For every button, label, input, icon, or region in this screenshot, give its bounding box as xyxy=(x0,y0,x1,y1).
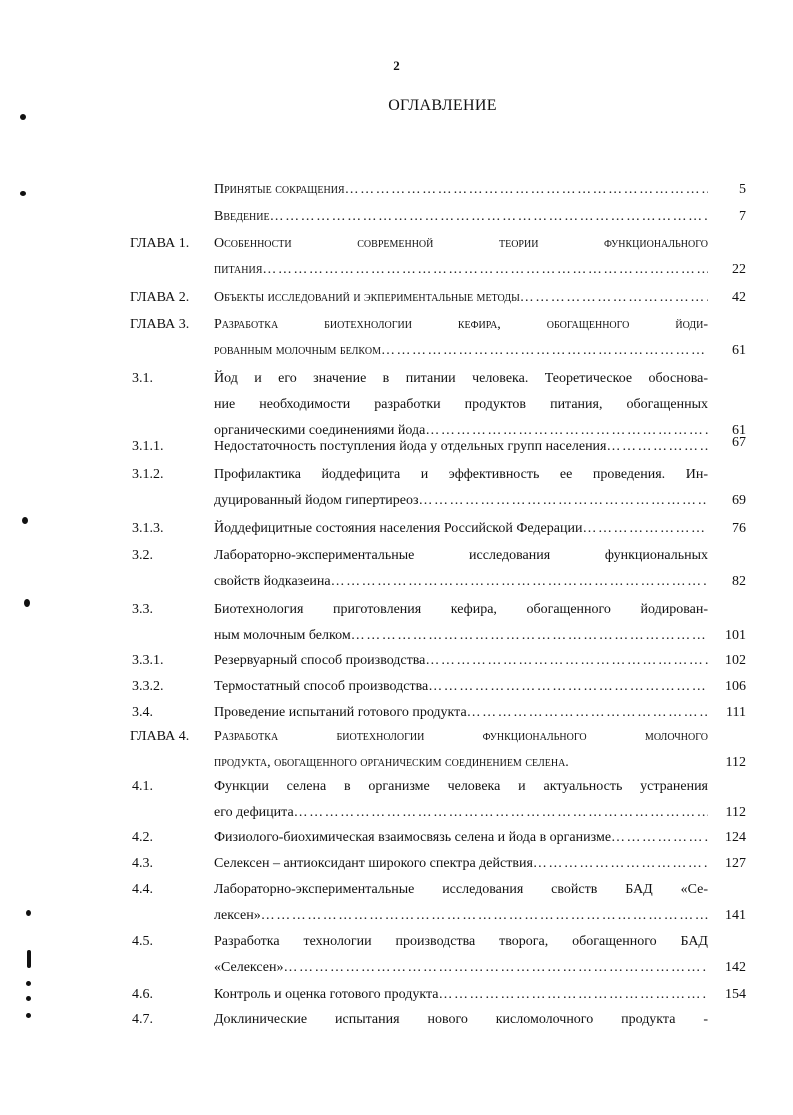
toc-entry-line: Физиолого-биохимическая взаимосвязь селена и йода в организме xyxy=(214,830,612,845)
toc-entry-page: 61 xyxy=(732,343,746,358)
dot-leader xyxy=(294,800,708,826)
dot-leader xyxy=(283,955,708,981)
dot-leader xyxy=(270,204,708,230)
dot-leader xyxy=(262,257,708,283)
dot-leader xyxy=(261,903,708,929)
toc-entry-line: Объекты исследований и экпериментальные методы xyxy=(214,290,520,305)
toc-entry-title xyxy=(214,516,708,542)
toc-entry-title xyxy=(214,204,708,230)
toc-entry-line: Термостатный способ производства xyxy=(214,679,429,694)
toc-entry-title xyxy=(214,877,708,929)
toc-entry-title xyxy=(214,597,708,649)
margin-dot xyxy=(26,1013,31,1018)
toc-entry-line: его дефицита xyxy=(214,805,294,820)
toc-entry-page: 22 xyxy=(732,262,746,277)
dot-leader xyxy=(582,516,708,542)
toc-entry-line: продукта, обогащенного органическим соединением селена. xyxy=(214,755,569,770)
toc-entry-page: 127 xyxy=(725,856,746,871)
toc-entry-number: 3.1. xyxy=(132,371,153,386)
toc-entry-number: 3.4. xyxy=(132,705,153,720)
toc-entry-page: 124 xyxy=(725,830,746,845)
toc-entry-line: Биотехнология приготовления кефира, обогащенного йодирован- xyxy=(214,602,708,617)
toc-entry-line: ным молочным белком xyxy=(214,628,351,643)
toc-entry-line: ние необходимости разработки продуктов питания, обогащенных xyxy=(214,397,708,412)
toc-entry-line: Лабораторно-экспериментальные исследования функциональных xyxy=(214,548,708,563)
toc-entry-title xyxy=(214,177,708,203)
toc-entry-title xyxy=(214,825,708,851)
toc-entry-number: 4.5. xyxy=(132,934,153,949)
toc-entry-line: органическими соединениями йода xyxy=(214,423,426,438)
dot-leader xyxy=(520,285,708,311)
toc-entry-title xyxy=(214,434,708,460)
toc-entry-page: 142 xyxy=(725,960,746,975)
margin-dot xyxy=(20,191,26,196)
toc-entry-page: 67 xyxy=(732,435,746,450)
toc-entry-title xyxy=(214,366,708,444)
toc-entry-number: 4.2. xyxy=(132,830,153,845)
toc-entry-line: дуцированный йодом гипертиреоз xyxy=(214,493,419,508)
toc-entry-page: 82 xyxy=(732,574,746,589)
margin-dot xyxy=(22,517,28,524)
toc-entry-number: ГЛАВА 1. xyxy=(130,236,190,251)
toc-entry-title xyxy=(214,774,708,826)
toc-entry-page: 111 xyxy=(726,705,746,720)
dot-leader xyxy=(419,488,708,514)
toc-entry-line: Введение xyxy=(214,209,270,224)
toc-entry-line: лексен» xyxy=(214,908,261,923)
toc-entry-number: 4.4. xyxy=(132,882,153,897)
dot-leader xyxy=(533,851,708,877)
toc-entry-title xyxy=(214,700,708,726)
toc-entry-page: 112 xyxy=(725,755,746,770)
toc-entry-number: ГЛАВА 4. xyxy=(130,729,190,744)
toc-entry-number: ГЛАВА 3. xyxy=(130,317,190,332)
toc-entry-number: 4.6. xyxy=(132,987,153,1002)
toc-entry-title xyxy=(214,674,708,700)
toc-entry-page: 7 xyxy=(739,209,746,224)
toc-entry-line: свойств йодказеина xyxy=(214,574,331,589)
toc-entry-number: 3.1.2. xyxy=(132,467,164,482)
margin-dot xyxy=(26,910,31,916)
toc-entry-page: 154 xyxy=(725,987,746,1002)
dot-leader xyxy=(607,434,709,460)
toc-entry-page: 69 xyxy=(732,493,746,508)
toc-entry-line: Профилактика йоддефицита и эффективность ее проведения. Ин- xyxy=(214,467,708,482)
toc-entry-page: 101 xyxy=(725,628,746,643)
toc-entry-page: 76 xyxy=(732,521,746,536)
toc-entry-line: питания xyxy=(214,262,263,277)
margin-dot xyxy=(26,996,31,1001)
toc-entry-number: 3.1.3. xyxy=(132,521,164,536)
toc-entry-title xyxy=(214,231,708,283)
toc-entry-line: Недостаточность поступления йода у отдельных групп населения xyxy=(214,439,607,454)
toc-entry-number: 3.3.2. xyxy=(132,679,164,694)
toc-entry-number: 3.3. xyxy=(132,602,153,617)
toc-entry-line: Разработка биотехнологии кефира, обогащенного йоди- xyxy=(214,317,708,332)
toc-entry-number: 4.1. xyxy=(132,779,153,794)
toc-entry-page: 106 xyxy=(725,679,746,694)
toc-entry-line: Разработка технологии производства творога, обогащенного БАД xyxy=(214,934,708,949)
toc-entry-number: 4.3. xyxy=(132,856,153,871)
toc-entry-line: Принятые сокращения xyxy=(214,182,345,197)
toc-entry-line: Разработка биотехнологии функционального молочного xyxy=(214,729,708,744)
toc-entry-page: 141 xyxy=(725,908,746,923)
dot-leader xyxy=(439,982,709,1008)
dot-leader xyxy=(351,623,708,649)
toc-entry-line: Лабораторно-экспериментальные исследования свойств БАД «Се- xyxy=(214,882,708,897)
toc-entry-line: Функции селена в организме человека и актуальность устранения xyxy=(214,779,708,794)
toc-entry-page: 112 xyxy=(725,805,746,820)
toc-entry-page: 61 xyxy=(732,423,746,438)
toc-title: ОГЛАВЛЕНИЕ xyxy=(388,97,497,114)
dot-leader xyxy=(611,825,708,851)
toc-entry-line: Йод и его значение в питании человека. Теоретическое обоснова- xyxy=(214,371,708,386)
toc-entry-line: Резервуарный способ производства xyxy=(214,653,426,668)
margin-dot xyxy=(27,950,31,968)
toc-entry-title xyxy=(214,648,708,674)
toc-entry-title xyxy=(214,929,708,981)
toc-entry-line: «Селексен» xyxy=(214,960,284,975)
toc-entry-number: 3.1.1. xyxy=(132,439,164,454)
dot-leader xyxy=(345,177,708,203)
toc-entry-page: 5 xyxy=(739,182,746,197)
toc-entry-line: Контроль и оценка готового продукта xyxy=(214,987,439,1002)
toc-entry-title xyxy=(214,462,708,514)
toc-entry-title xyxy=(214,543,708,595)
toc-entry-line: рованным молочным белком xyxy=(214,343,381,358)
toc-entry-title xyxy=(214,1007,708,1033)
page-number: 2 xyxy=(393,58,400,73)
toc-entry-page: 42 xyxy=(732,290,746,305)
margin-dot xyxy=(20,114,26,120)
toc-entry-number: 3.3.1. xyxy=(132,653,164,668)
toc-entry-line: Йоддефицитные состояния населения Российской Федерации xyxy=(214,521,583,536)
margin-dot xyxy=(26,981,31,986)
dot-leader xyxy=(428,674,708,700)
toc-entry-line: Особенности современной теории функционального xyxy=(214,236,708,251)
toc-entry-page: 102 xyxy=(725,653,746,668)
dot-leader xyxy=(467,700,708,726)
toc-entry-line: Доклинические испытания нового кисломолочного продукта - xyxy=(214,1012,708,1027)
toc-entry-title xyxy=(214,851,708,877)
toc-entry-title xyxy=(214,312,708,364)
toc-entry-number: 3.2. xyxy=(132,548,153,563)
toc-entry-number: 4.7. xyxy=(132,1012,153,1027)
toc-entry-line: Проведение испытаний готового продукта xyxy=(214,705,467,720)
toc-entry-line: Селексен – антиоксидант широкого спектра действия xyxy=(214,856,533,871)
toc-entry-title xyxy=(214,982,708,1008)
margin-dot xyxy=(24,599,30,607)
dot-leader xyxy=(381,338,708,364)
toc-entry-number: ГЛАВА 2. xyxy=(130,290,190,305)
dot-leader xyxy=(331,569,708,595)
toc-entry-title xyxy=(214,285,708,311)
dot-leader xyxy=(425,648,708,674)
toc-entry-title xyxy=(214,724,708,776)
